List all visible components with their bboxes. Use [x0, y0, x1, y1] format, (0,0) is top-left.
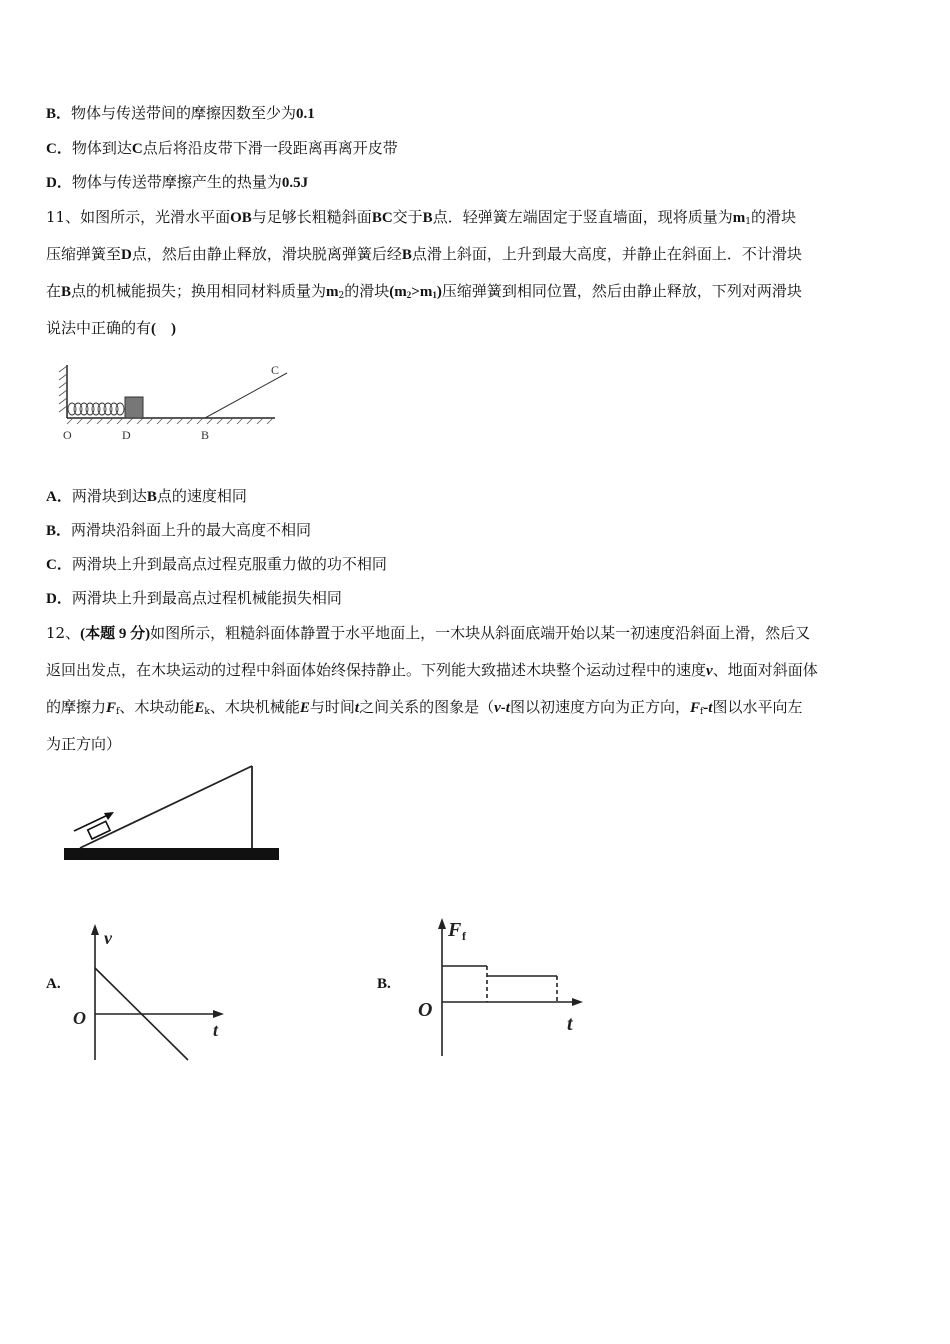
q11-line-1: 11、如图所示，光滑水平面OB与足够长粗糙斜面BC交于B点．轻弹簧左端固定于竖直墙面，现将质量为$m_1$的滑块 — [46, 208, 796, 227]
q11-line-2: 压缩弹簧至D点，然后由静止释放，滑块脱离弹簧后经B点滑上斜面，上升到最大高度，并静止在斜面上．不计滑块 — [46, 245, 802, 263]
graph-a-y-label: v — [104, 928, 112, 948]
q11-line-4: 说法中正确的有( ) — [46, 319, 177, 337]
q12-line-4: 为正方向） — [46, 735, 122, 753]
q12-incline-figure — [60, 762, 285, 870]
label-o: O — [63, 428, 72, 442]
q11-line-3: 在B点的机械能损失；换用相同材料质量为$m_2$的滑块$(m_2>m_1)$压缩弹簧到相同位置，然后由静止释放，下列对两滑块 — [46, 282, 802, 301]
graph-a-x-label: t — [213, 1020, 219, 1040]
prev-option-d: D．物体与传送带摩擦产生的热量为0.5J — [46, 173, 309, 191]
label-d: D — [122, 428, 131, 442]
q11-option-c: C．两滑块上升到最高点过程克服重力做的功不相同 — [46, 555, 387, 573]
graph-b[interactable] — [412, 910, 587, 1060]
graph-a-origin: O — [73, 1008, 86, 1028]
q11-option-d: D．两滑块上升到最高点过程机械能损失相同 — [46, 589, 342, 607]
q11-spring-figure — [55, 360, 295, 445]
label-c: C — [271, 363, 280, 377]
graph-b-origin: O — [418, 999, 433, 1021]
q12-line-3: 的摩擦力$F_f$、木块动能$E_k$、木块机械能E与时间t之间关系的图象是（v-t图以初速度方向为正方向，$F_f-t$图以水平向左 — [46, 698, 803, 717]
graph-b-label: B. — [377, 976, 391, 992]
prev-option-b: B．物体与传送带间的摩擦因数至少为0.1 — [46, 104, 315, 122]
prev-option-c: C．物体到达C点后将沿皮带下滑一段距离再离开皮带 — [46, 139, 398, 157]
graph-a[interactable] — [68, 920, 233, 1065]
q12-line-1: 12、(本题 9 分)如图所示，粗糙斜面体静置于水平地面上，一木块从斜面底端开始以某一初速度沿斜面上滑，然后又 — [46, 624, 811, 642]
q11-option-b: B．两滑块沿斜面上升的最大高度不相同 — [46, 521, 312, 539]
graph-b-y-sub: f — [462, 929, 466, 943]
graph-b-x-label: t — [567, 1013, 573, 1035]
q11-option-a: A．两滑块到达B点的速度相同 — [46, 487, 247, 505]
label-b: B — [201, 428, 210, 442]
graph-b-y-label: F — [448, 919, 462, 941]
graph-a-label: A. — [46, 976, 61, 992]
q12-line-2: 返回出发点，在木块运动的过程中斜面体始终保持静止。下列能大致描述木块整个运动过程中的速度v、地面对斜面体 — [46, 661, 818, 679]
